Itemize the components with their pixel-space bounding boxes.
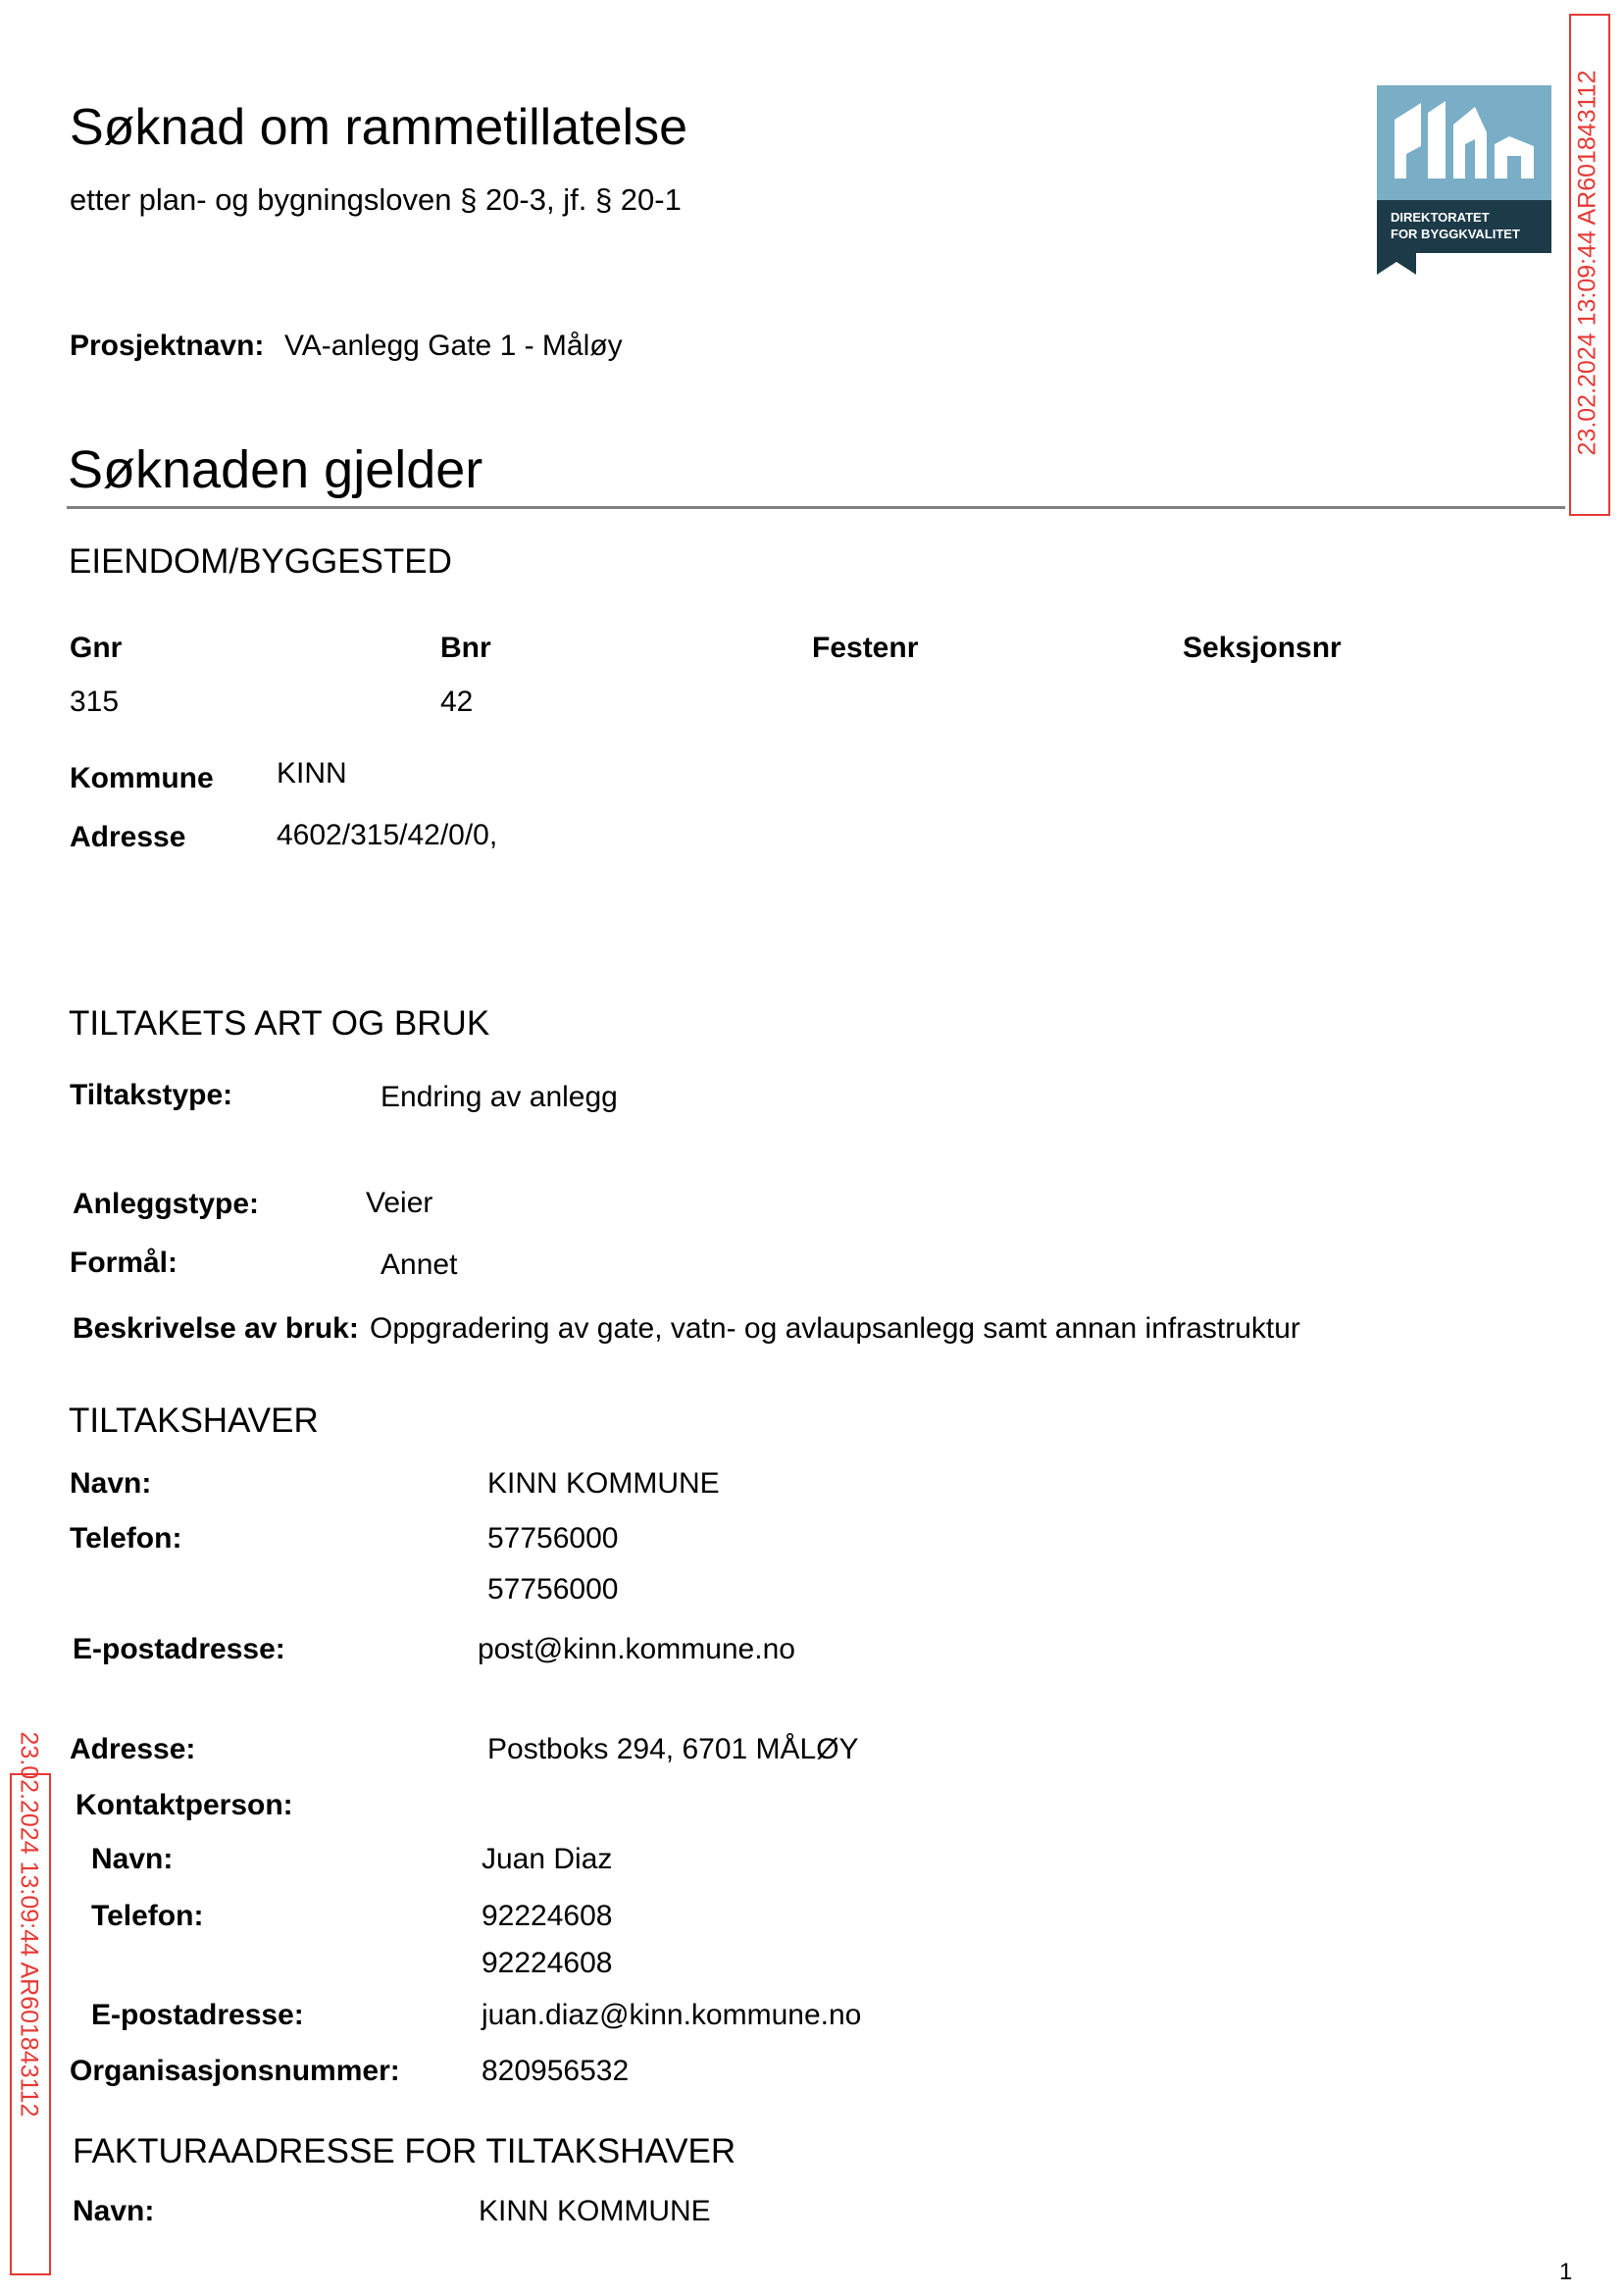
orgnr-value: 820956532 — [482, 2055, 630, 2087]
section-divider — [67, 506, 1565, 509]
page-subtitle: etter plan- og bygningsloven § 20-3, jf. § 20-1 — [70, 182, 682, 217]
adresse-label: Adresse — [70, 821, 186, 853]
adresse-value: 4602/315/42/0/0, — [277, 819, 498, 851]
tiltakstype-label: Tiltakstype: — [70, 1079, 233, 1111]
section-title: Søknaden gjelder — [68, 440, 483, 499]
logo-line-2: FOR BYGGKVALITET — [1391, 227, 1520, 241]
beskrivelse-value: Oppgradering av gate, vatn- og avlaupsanlegg samt annan infrastruktur — [370, 1312, 1300, 1345]
page-number: 1 — [1559, 2259, 1573, 2285]
kommune-label: Kommune — [70, 762, 214, 794]
tiltakshaver-adresse-value: Postboks 294, 6701 MÅLØY — [487, 1733, 859, 1765]
kontakt-epost-label: E-postadresse: — [91, 1999, 304, 2031]
anleggstype-value: Veier — [366, 1187, 433, 1219]
orgnr-label: Organisasjonsnummer: — [70, 2055, 400, 2087]
kontakt-epost-value: juan.diaz@kinn.kommune.no — [482, 1999, 862, 2031]
tiltakshaver-epost-value: post@kinn.kommune.no — [478, 1633, 795, 1665]
col-seksjonsnr: Seksjonsnr — [1183, 632, 1342, 664]
faktura-heading: FAKTURAADRESSE FOR TILTAKSHAVER — [73, 2132, 736, 2170]
formal-label: Formål: — [70, 1247, 178, 1279]
tiltakstype-value: Endring av anlegg — [381, 1081, 618, 1113]
stamp-text-top: 23.02.2024 13:09:44 AR601843112 — [1573, 70, 1601, 456]
dibk-logo — [1377, 85, 1551, 275]
gnr-value: 315 — [70, 686, 120, 718]
anleggstype-label: Anleggstype: — [73, 1188, 260, 1220]
page-title: Søknad om rammetillatelse — [70, 99, 687, 156]
tiltakshaver-telefon-label: Telefon: — [70, 1522, 182, 1555]
dibk-logo-icon — [1377, 85, 1551, 275]
kommune-value: KINN — [277, 757, 347, 790]
kontakt-telefon-value-2: 92224608 — [482, 1947, 613, 1979]
col-gnr: Gnr — [70, 632, 123, 664]
kontakt-telefon-label: Telefon: — [91, 1900, 204, 1932]
stamp-text-bottom: 23.02.2024 13:09:44 AR601843112 — [15, 1731, 43, 2117]
faktura-navn-label: Navn: — [73, 2195, 155, 2227]
tiltak-heading: TILTAKETS ART OG BRUK — [69, 1004, 490, 1043]
bnr-value: 42 — [440, 686, 474, 718]
col-festenr: Festenr — [812, 632, 919, 664]
kontakt-navn-label: Navn: — [91, 1843, 174, 1875]
faktura-navn-value: KINN KOMMUNE — [479, 2195, 711, 2227]
logo-line-1: DIREKTORATET — [1391, 210, 1490, 225]
tiltakshaver-telefon-value-1: 57756000 — [487, 1522, 619, 1555]
tiltakshaver-telefon-value-2: 57756000 — [487, 1573, 619, 1606]
formal-value: Annet — [381, 1249, 458, 1281]
tiltakshaver-navn-value: KINN KOMMUNE — [487, 1467, 720, 1500]
tiltakshaver-heading: TILTAKSHAVER — [69, 1402, 319, 1440]
tiltakshaver-adresse-label: Adresse: — [70, 1733, 196, 1765]
kontakt-navn-value: Juan Diaz — [482, 1843, 613, 1875]
tiltakshaver-epost-label: E-postadresse: — [73, 1633, 285, 1665]
project-label: Prosjektnavn: — [70, 330, 265, 362]
project-value: VA-anlegg Gate 1 - Måløy — [284, 330, 623, 362]
kontaktperson-label: Kontaktperson: — [76, 1789, 293, 1821]
beskrivelse-label: Beskrivelse av bruk: — [73, 1312, 359, 1345]
kontakt-telefon-value-1: 92224608 — [482, 1900, 613, 1932]
col-bnr: Bnr — [440, 632, 491, 664]
property-heading: EIENDOM/BYGGESTED — [69, 542, 452, 581]
tiltakshaver-navn-label: Navn: — [70, 1467, 152, 1500]
